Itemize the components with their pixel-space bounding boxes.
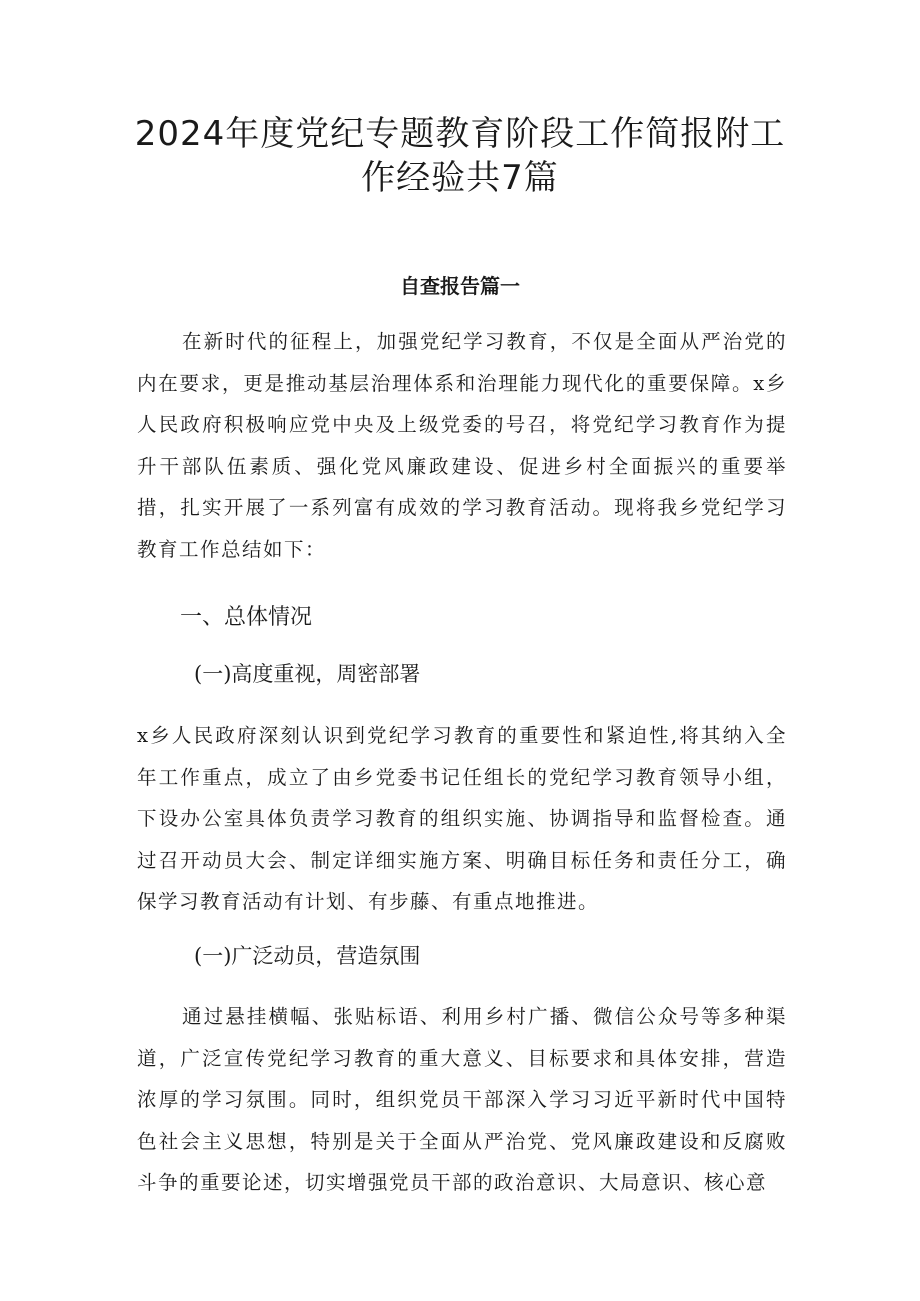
heading-overall-situation: 一、总体情况 [180,605,313,630]
document-title-line-2: 作经验共7篇 [361,158,559,198]
section-title: 自查报告篇一 [400,274,520,298]
paragraph-mobilization: 通过悬挂横幅、张贴标语、利用乡村广播、微信公众号等多种渠道，广泛宣传党纪学习教育的重大意义、目标要求和具体安排，营造浓厚的学习氛围。同时，组织党员干部深入学习习近平新时代中国特色社会主义思想，特别是关于全面从严治党、党风廉政建设和反腐败斗争的重要论述，切实增强党员干部的政治意识、大局意识、核心意 [137,1005,787,1194]
subheading-mobilization: (一)广泛动员，营造氛围 [194,944,421,968]
paragraph-deployment: x乡人民政府深刻认识到党纪学习教育的重要性和紧迫性,将其纳入全年工作重点，成立了由乡党委书记任组长的党纪学习教育领导小组，下设办公室具体负责学习教育的组织实施、协调指导和监督检查。通过召开动员大会、制定详细实施方案、明确目标任务和责任分工，确保学习教育活动有计划、有步藤、有重点地推进。 [137,724,787,913]
document-title [120,112,800,200]
subheading-attention-deployment: (一)高度重视，周密部署 [194,662,421,686]
document-title-line-1: 2024年度党纪专题教育阶段工作简报附工 [134,114,786,154]
intro-paragraph: 在新时代的征程上，加强党纪学习教育，不仅是全面从严治党的内在要求，更是推动基层治理体系和治理能力现代化的重要保障。x乡人民政府积极响应党中央及上级党委的号召，将党纪学习教育作为提升干部队伍素质、强化党风廉政建设、促进乡村全面振兴的重要举措，扎实开展了一系列富有成效的学习教育活动。现将我乡党纪学习教育工作总结如下： [137,330,787,561]
